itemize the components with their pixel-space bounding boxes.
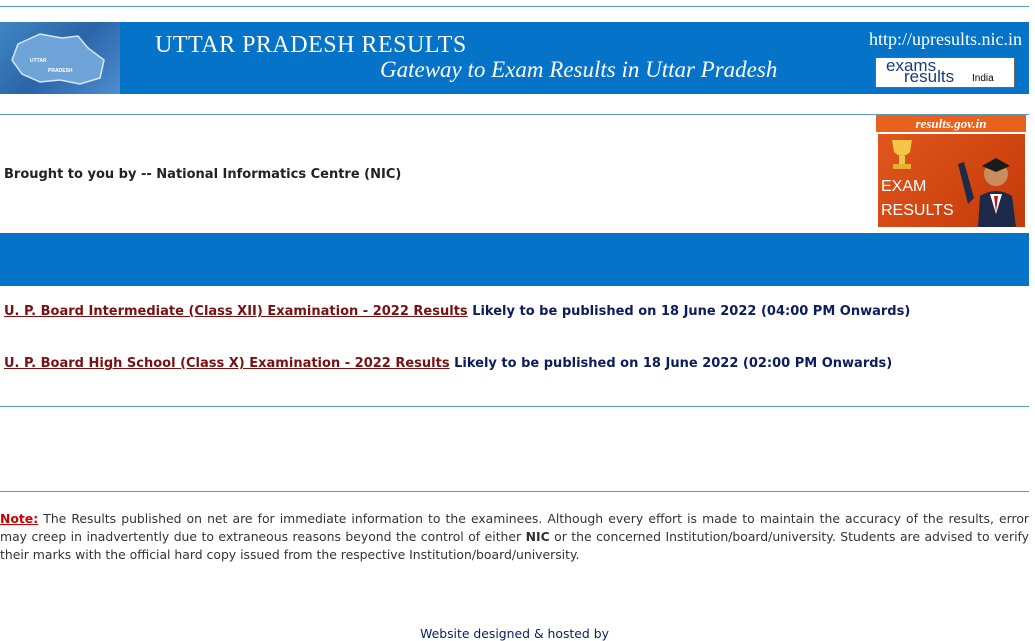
- site-title: UTTAR PRADESH RESULTS: [155, 32, 467, 58]
- note-org: NIC: [525, 529, 550, 544]
- exam-results-graphic: [878, 134, 1025, 227]
- divider-3: [0, 491, 1029, 492]
- note-text-2: or the concerned Institution/board/university. Students are advised to verify their marks with the official hard copy issued from the respective Institution/board/university.: [0, 529, 1029, 562]
- top-divider: [0, 6, 1029, 7]
- footer-hosted-by: Website designed & hosted by: [420, 626, 609, 641]
- divider-2: [0, 406, 1029, 407]
- map-label-1: UTTAR: [30, 58, 47, 64]
- logo-word-india: India: [972, 73, 994, 84]
- class-xii-result-status: Likely to be published on 18 June 2022 (04:00 PM Onwards): [472, 304, 911, 319]
- class-x-result-status: Likely to be published on 18 June 2022 (02:00 PM Onwards): [454, 356, 893, 371]
- brought-by-text: Brought to you by -- National Informatics Centre (NIC): [4, 167, 402, 182]
- note-label: Note:: [0, 511, 39, 526]
- class-xii-result-link[interactable]: U. P. Board Intermediate (Class XII) Examination - 2022 Results: [4, 304, 468, 319]
- up-map-logo: [0, 22, 120, 94]
- badge-line-results: RESULTS: [881, 202, 954, 219]
- logo-word-results: results: [904, 67, 955, 86]
- exams-results-india-logo[interactable]: [875, 57, 1015, 88]
- note-text-1: The Results published on net are for immediate information to the examinees. Although every effort is made to maintain the accuracy of the results, error may creep in inadvertently due to extraneous reasons beyond the control of either: [0, 511, 1029, 544]
- map-label-2: PRADESH: [48, 68, 73, 74]
- class-x-result-link[interactable]: U. P. Board High School (Class X) Examination - 2022 Results: [4, 356, 450, 371]
- site-tagline: Gateway to Exam Results in Uttar Pradesh: [380, 57, 778, 82]
- badge-line-exam: EXAM: [881, 178, 927, 195]
- logo-word-exams: exams: [886, 56, 937, 75]
- result-row-class-xii: [4, 304, 910, 319]
- site-url[interactable]: http://upresults.nic.in: [869, 29, 1022, 49]
- results-gov-badge[interactable]: [876, 115, 1026, 227]
- header-banner: [0, 22, 1029, 94]
- badge-site-label: results.gov.in: [876, 115, 1026, 132]
- blue-band: [0, 233, 1029, 286]
- divider-1: [0, 114, 1029, 115]
- result-row-class-x: [4, 356, 892, 371]
- up-map-icon: [0, 22, 120, 94]
- disclaimer-note: [0, 510, 1029, 564]
